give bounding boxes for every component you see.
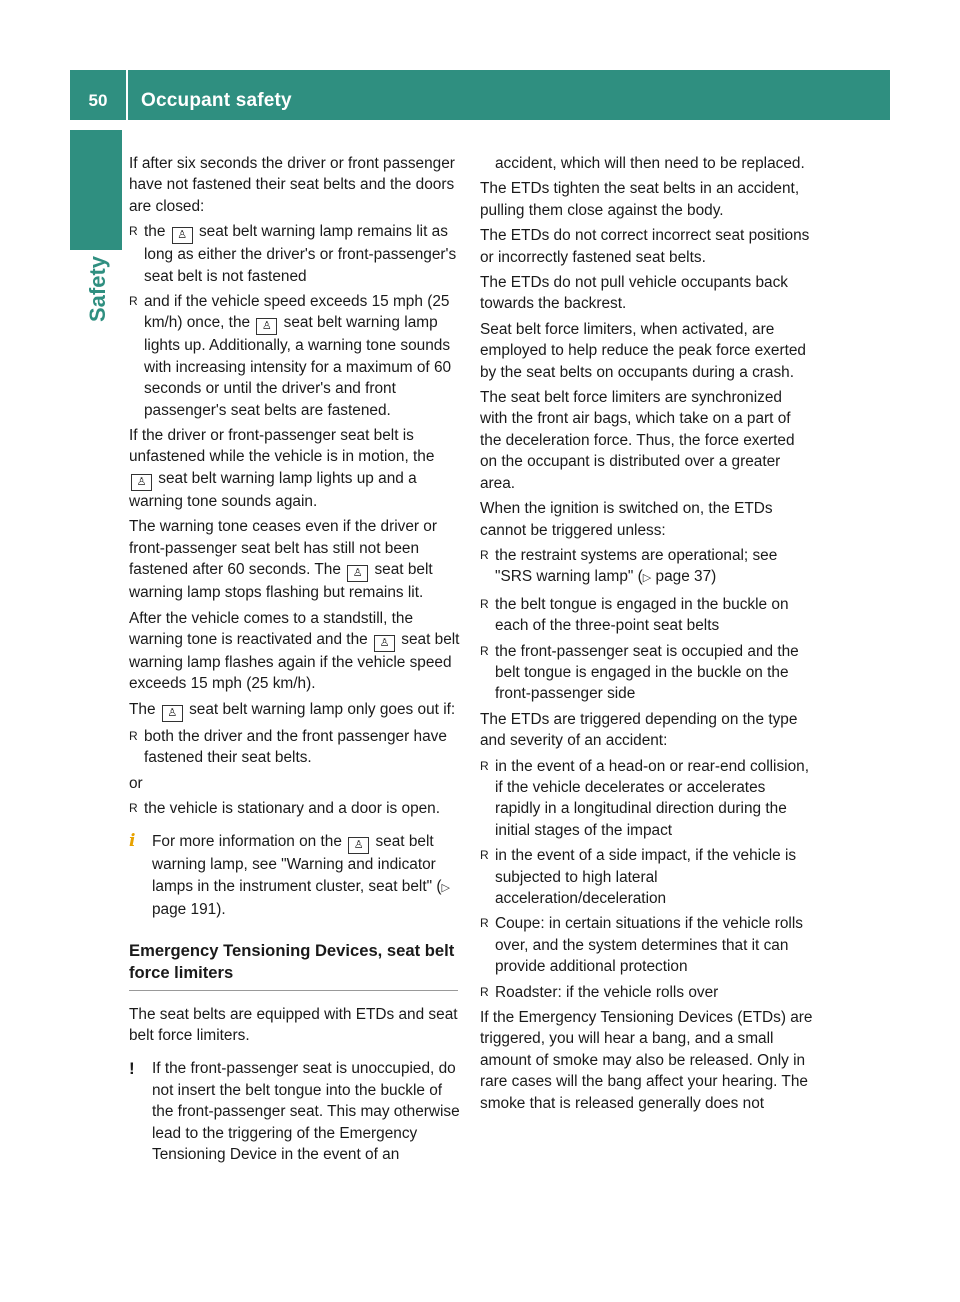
section-heading: Emergency Tensioning Devices, seat belt force limiters [129,940,455,982]
bullet-item: R and if the vehicle speed exceeds 15 mph (25 km/h) once, the ♙ seat belt warning lamp lights up. Additionally, a warning tone sounds with increasing intensity for a maximum of 60 seconds or until the driver's and front passenger's seat belts are fastened. [129,291,461,421]
side-tab-marker [70,130,122,250]
paragraph: After the vehicle comes to a standstill, the warning tone is reactivated and the ♙ seat belt warning lamp flashes again if the vehicle speed exceeds 15 mph (25 km/h). [129,609,460,693]
page-number: 50 [88,91,108,110]
right-column [480,153,813,1118]
left-column [129,153,461,1169]
paragraph: The seat belts are equipped with ETDs and seat belt force limiters. [129,1005,458,1044]
warning-note: ! If the front-passenger seat is unoccupied, do not insert the belt tongue into the buckle of the front-passenger seat. This may otherwise lead to the triggering of the Emergency Tensioning Device in the event of an [129,1058,461,1165]
warning-exclamation-icon: ! [129,1059,135,1079]
bullet-item: R Coupe: in certain situations if the vehicle rolls over, and the system determines that it can provide additional protection [480,913,813,977]
seatbelt-warning-lamp-icon: ♙ [256,318,277,335]
bullet-item: R the vehicle is stationary and a door is open. [129,798,461,819]
page-ref-arrow-icon: ▷ [441,881,450,894]
paragraph: If after six seconds the driver or front passenger have not fastened their seat belts and the doors are closed: [129,155,455,215]
seatbelt-warning-lamp-icon: ♙ [374,635,395,652]
paragraph: The ETDs tighten the seat belts in an accident, pulling them close against the body. [480,180,800,219]
info-icon: i [129,831,136,852]
seatbelt-warning-lamp-icon: ♙ [131,474,152,491]
bullet-item: R in the event of a side impact, if the vehicle is subjected to high lateral acceleration/deceleration [480,845,813,909]
paragraph: The ETDs do not pull vehicle occupants back towards the backrest. [480,274,788,313]
page-reference-link[interactable]: page 37) [655,568,717,586]
heading-divider [129,990,458,991]
bullet-item: R the front-passenger seat is occupied and the belt tongue is engaged in the buckle on the front-passenger side [480,641,813,705]
info-note: i For more information on the ♙ seat belt warning lamp, see "Warning and indicator lamps in the instrument cluster, seat belt" (▷ page 191). [129,831,461,920]
bullet-marker: R [480,547,489,562]
seatbelt-warning-lamp-icon: ♙ [162,705,183,722]
bullet-item: R the belt tongue is engaged in the buckle on each of the three-point seat belts [480,594,813,637]
bullet-item: R Roadster: if the vehicle rolls over [480,982,813,1003]
header-divider [126,70,128,120]
bullet-marker: R [129,728,138,743]
paragraph: The ETDs do not correct incorrect seat positions or incorrectly fastened seat belts. [480,227,810,266]
seatbelt-warning-lamp-icon: ♙ [348,837,369,854]
section-title: Occupant safety [141,90,292,111]
seatbelt-warning-lamp-icon: ♙ [347,565,368,582]
page-ref-arrow-icon: ▷ [642,572,652,585]
bullet-marker: R [480,758,489,773]
bullet-item: R the ♙ seat belt warning lamp remains lit as long as either the driver's or front-passenger's seat belt is not fastened [129,221,461,287]
bullet-marker: R [480,643,489,658]
paragraph: If the driver or front-passenger seat belt is unfastened while the vehicle is in motion, the ♙ seat belt warning lamp lights up and a warning tone sounds again. [129,427,435,510]
bullet-marker: R [480,596,489,611]
paragraph: The seat belt force limiters are synchronized with the front air bags, which take on a part of the deceleration force. Thus, the force exerted on the occupant is distributed over a greater area. [480,389,795,492]
bullet-marker: R [129,800,138,815]
paragraph: accident, which will then need to be replaced. [495,155,805,172]
paragraph: The ♙ seat belt warning lamp only goes out if: [129,699,461,722]
bullet-marker: R [480,984,489,999]
page-reference-link[interactable]: page 191). [152,901,226,919]
side-tab-label: Safety [85,255,110,322]
bullet-marker: R [129,294,138,309]
paragraph: Seat belt force limiters, when activated, are employed to help reduce the peak force exerted by the seat belts on occupants during a crash. [480,320,806,381]
paragraph: The ETDs are triggered depending on the type and severity of an accident: [480,710,798,750]
paragraph: or [129,774,143,792]
paragraph: The warning tone ceases even if the driver or front-passenger seat belt has still not been fastened after 60 seconds. The ♙ seat belt warning lamp stops flashing but remains lit. [129,518,437,602]
bullet-item: R both the driver and the front passenger have fastened their seat belts. [129,726,461,769]
bullet-marker: R [480,848,489,863]
seatbelt-warning-lamp-icon: ♙ [172,227,193,244]
bullet-marker: R [480,916,489,931]
paragraph: When the ignition is switched on, the ETDs cannot be triggered unless: [480,500,773,539]
paragraph: If the Emergency Tensioning Devices (ETDs) are triggered, you will hear a bang, and a small amount of smoke may also be released. Only in rare cases will the bang affect your hearing. The smoke that is released generally does not [480,1009,813,1112]
bullet-marker: R [129,224,138,239]
bullet-item: R the restraint systems are operational; see "SRS warning lamp" (▷ page 37) [480,545,813,590]
bullet-item: R in the event of a head-on or rear-end collision, if the vehicle decelerates or accelerates rapidly in a longitudinal direction during the initial stages of the impact [480,756,813,842]
